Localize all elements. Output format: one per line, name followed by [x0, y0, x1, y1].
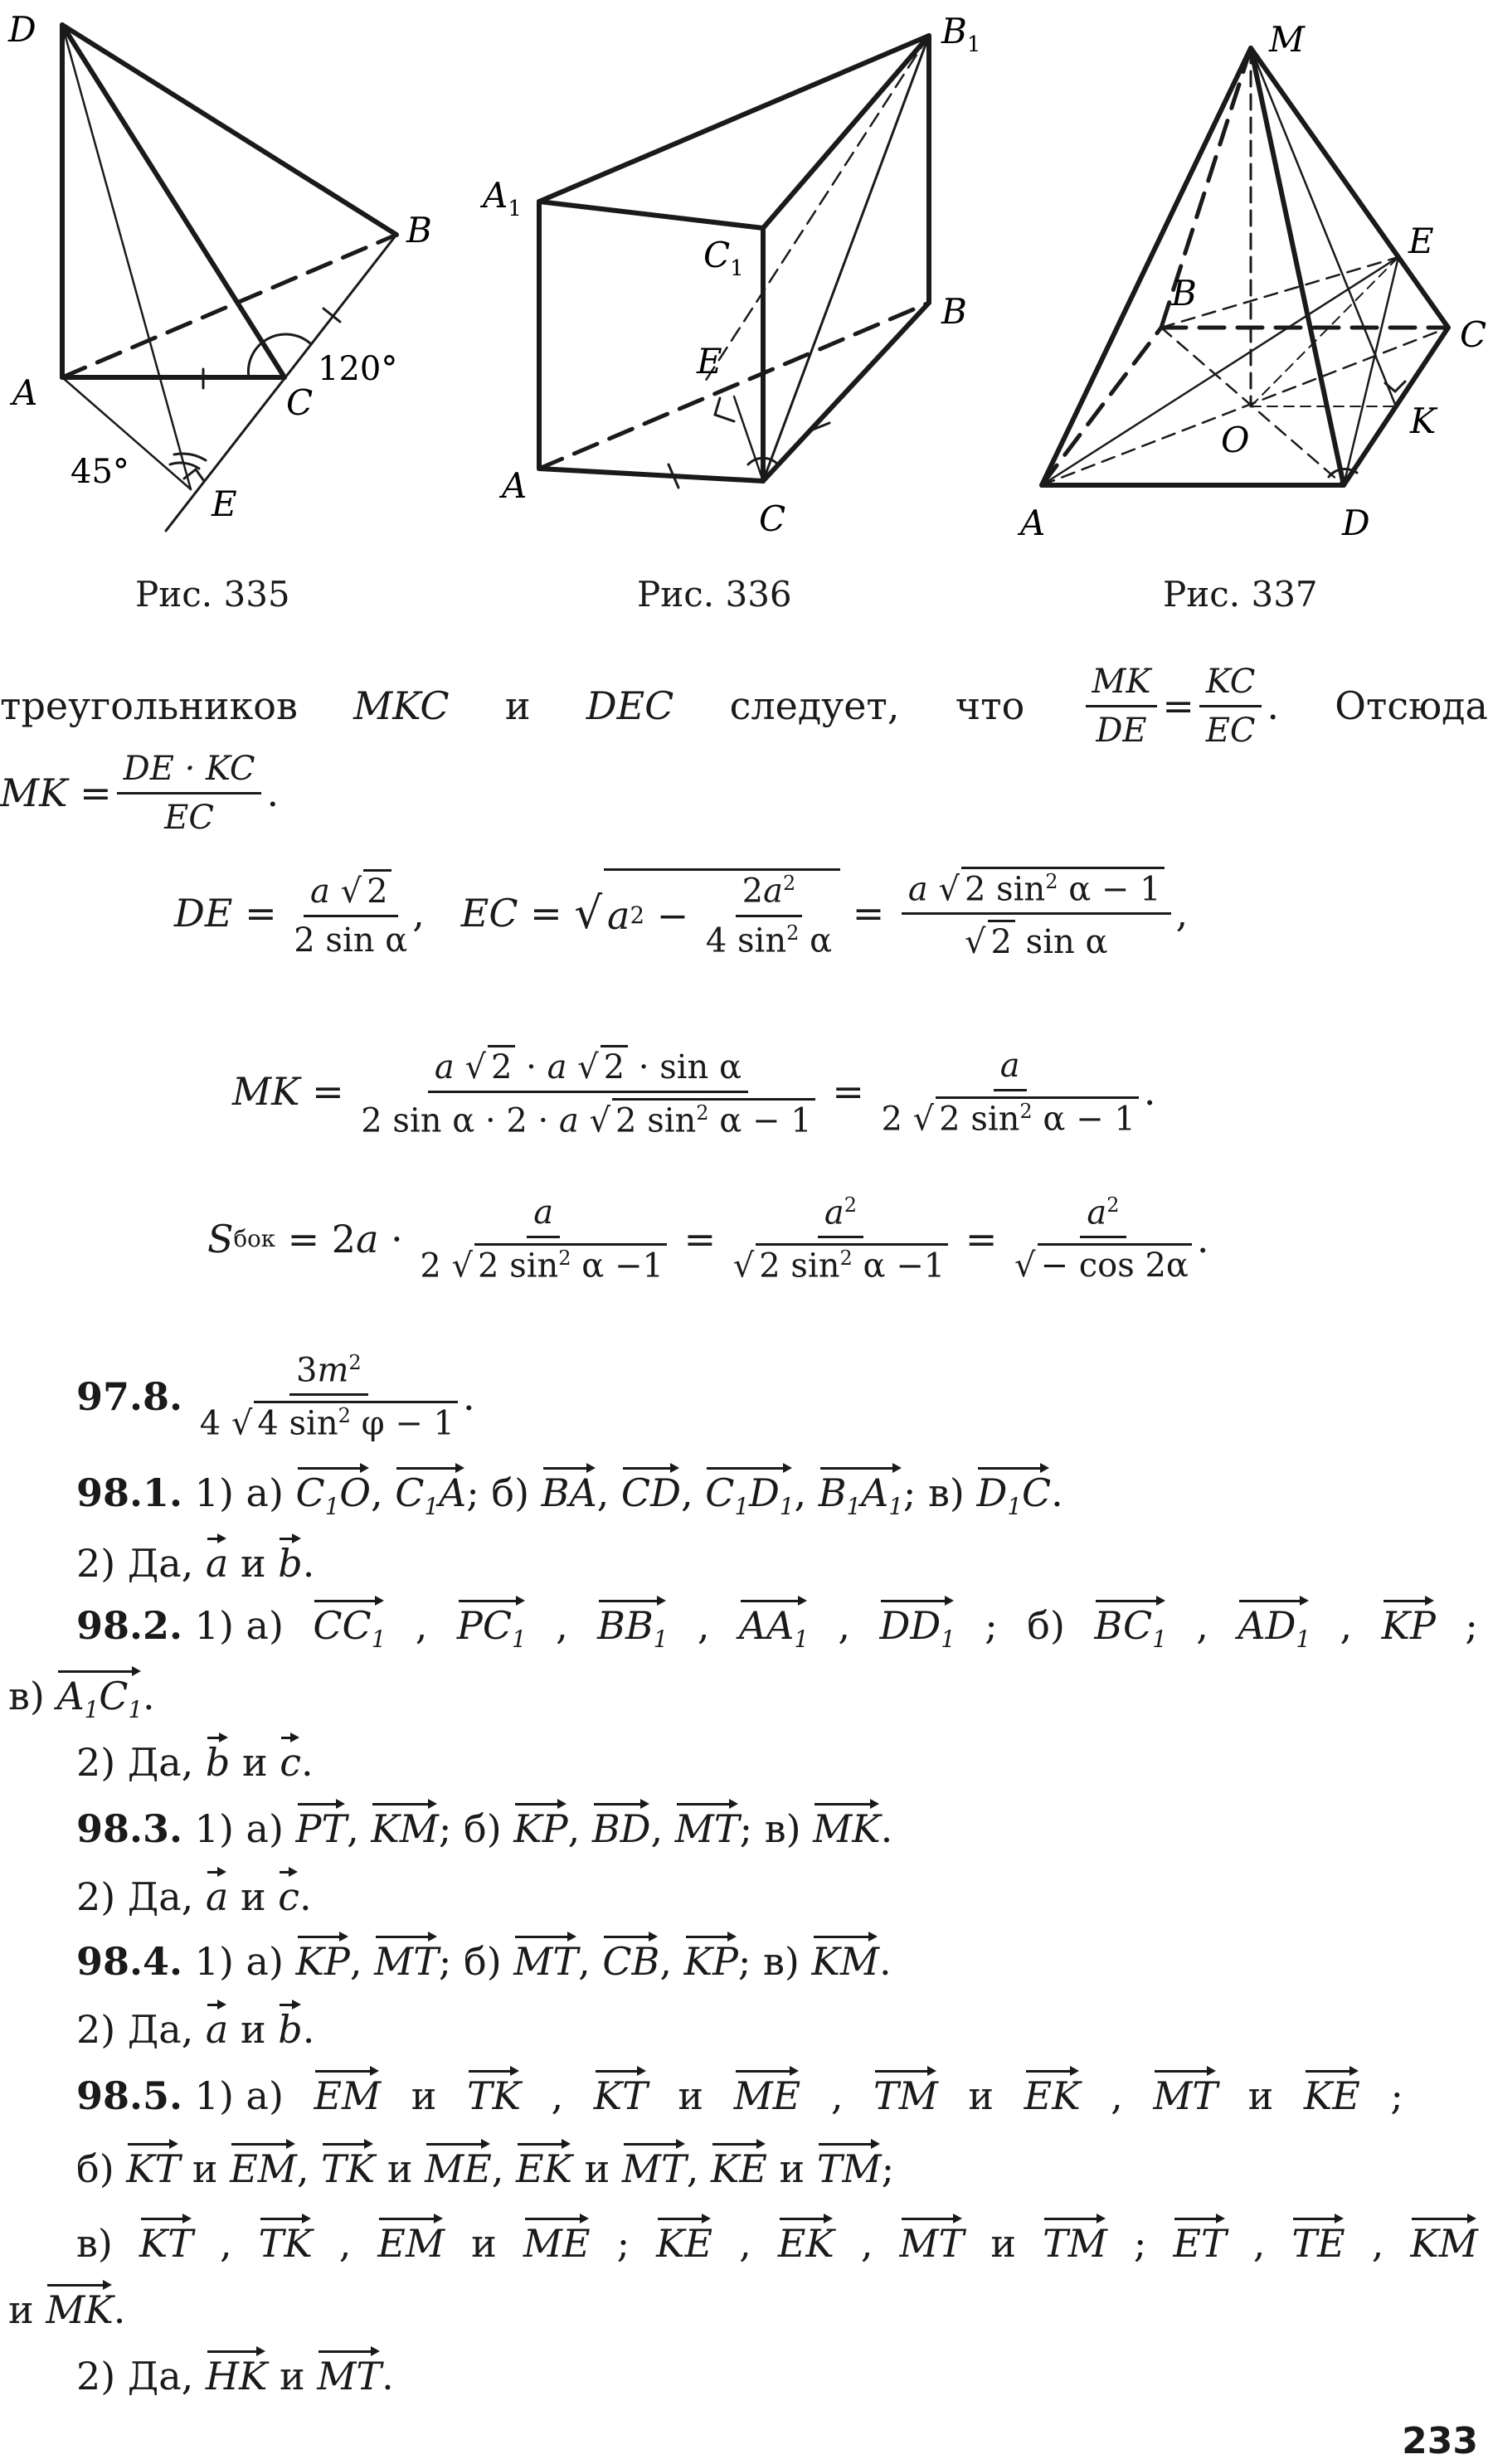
fig337-label-A: A [1020, 503, 1046, 543]
answer-number: 98.3. [76, 1806, 183, 1851]
fig335-caption: Рис. 335 [135, 574, 290, 615]
word-and: и [504, 683, 531, 729]
fig336-label-C: C [759, 498, 786, 539]
word-hence: Отсюда [1335, 683, 1488, 729]
answer-98-5-v-cont: и MK. [8, 2287, 126, 2332]
answer-98-3-2: 2) Да, a и c. [76, 1874, 312, 1919]
answer-98-1-2: 2) Да, a и b. [76, 1541, 315, 1586]
fig337-caption: Рис. 337 [1163, 574, 1318, 615]
figure-335 [0, 0, 498, 581]
word-that: что [955, 683, 1025, 729]
answer-number: 98.1. [76, 1470, 183, 1515]
answer-number: 98.2. [76, 1603, 183, 1648]
answer-98-5-v: в) KT , TK , EM и ME ; KE , EK , MT и TM ; ET , TE , KM [76, 2221, 1478, 2266]
fig335-angle-45: 45° [71, 453, 129, 491]
fig336-label-E: E [697, 341, 722, 382]
answer-98-2-v: в) $A_1C_1$. [8, 1674, 155, 1724]
formula-mk: MK = a √ 2 · a √ 2 · sin α 2 sin α · 2 · a √ 2 $\sin^2 \alpha - 1$ = a 2 √ 2 $\sin^2 \alpha - 1$ . [232, 1046, 1156, 1140]
fig336-label-B: B [941, 291, 967, 332]
mk-den: EC [164, 799, 214, 837]
answer-98-5: 98.5. 1) а) EM и TK , KT и ME , TM и EK , MT и KE ; [76, 2073, 1403, 2118]
fig337-label-M: M [1269, 19, 1306, 60]
fig337-label-C: C [1460, 314, 1487, 355]
fig335-angle-120: 120° [318, 350, 398, 388]
answer-number: 97.8. [76, 1374, 183, 1420]
figure-336 [473, 0, 1004, 581]
formula-de-ec: DE = a √ 2 2 sin α , EC = √ a 2 − $2a^2$ 4 $\sin^2 \alpha$ = a √ 2 $\sin^2 \alpha - 1$ √ 2 sin α , [174, 867, 1188, 960]
answer-98-5-2: 2) Да, HK и MT. [76, 2354, 394, 2398]
frac-mk: MK [1086, 663, 1158, 707]
answer-98-2-2: 2) Да, b и c. [76, 1740, 314, 1785]
paragraph-line-1 [0, 663, 1488, 749]
fig336-label-C1: $C_1$ [703, 235, 744, 281]
dec-label: DEC [586, 683, 674, 729]
mk-lhs: MK = [0, 770, 112, 816]
fig337-label-K: K [1410, 401, 1437, 441]
fig335-label-D: D [8, 9, 36, 50]
answer-98-4-2: 2) Да, a и b. [76, 2007, 315, 2052]
formula-s-bok: S бок = 2 a · a 2 √ 2 $\sin^2 \alpha -1$ = $a^2$ √ 2 $\sin^2 \alpha -1$ = $a^2$ √ − cos 2α . [207, 1193, 1209, 1285]
fig335-label-B: B [406, 210, 432, 250]
fig335-label-E: E [212, 484, 237, 524]
answer-98-2: 98.2. 1) а) $CC_1$ , $PC_1$ , $BB_1$ , $AA_1$ , $DD_1$ ; б) $BC_1$ , $AD_1$ , KP ; [76, 1603, 1478, 1654]
ratio-equation: $\frac{MK}{DE}$ = $\frac{KC}{EC}$ . [1081, 663, 1279, 749]
frac-ec: EC [1205, 712, 1256, 750]
frac-de: DE [1096, 712, 1147, 750]
answer-number: 98.4. [76, 1939, 183, 1984]
fig336-label-B1: $B_1$ [941, 11, 981, 57]
frac-kc: KC [1199, 663, 1262, 707]
fig337-label-B: B [1171, 273, 1197, 313]
mk-num: DE · KC [117, 751, 262, 795]
fig337-label-D: D [1342, 503, 1370, 543]
fig336-caption: Рис. 336 [637, 574, 792, 615]
word-triangles: треугольников [0, 683, 298, 729]
mk-formula: MK = $\frac{DE \cdot KC}{EC}$ . [0, 750, 280, 837]
answer-number: 98.5. [76, 2073, 183, 2118]
figure-337 [995, 0, 1488, 581]
fig335-label-A: A [12, 372, 38, 413]
answer-98-4: 98.4. 1) а) KP, MT; б) MT, CB, KP; в) KM. [76, 1939, 892, 1984]
mkc-label: MKC [353, 683, 450, 729]
fig336-label-A1: $A_1$ [483, 175, 522, 221]
fig335-label-C: C [286, 382, 314, 423]
answer-97-8: 97.8. $3m^2$ 4 √ 4 $\sin^2 \varphi - 1$ . [76, 1351, 475, 1443]
answer-98-5-b: б) KT и EM, TK и ME, EK и MT, KE и TM; [76, 2146, 895, 2191]
fig337-label-O: O [1221, 420, 1250, 460]
fig336-label-A: A [502, 465, 528, 506]
word-follows: следует, [729, 683, 900, 729]
page-number: 233 [1402, 2420, 1478, 2462]
answer-98-1: 98.1. 1) а) $C_1O$, $C_1A$; б) BA, CD, $C_1D_1$, $B_1A_1$; в) $D_1C$. [76, 1470, 1063, 1521]
fig337-label-E: E [1408, 221, 1434, 261]
answer-98-3: 98.3. 1) а) PT, KM; б) KP, BD, MT; в) MK. [76, 1806, 893, 1851]
